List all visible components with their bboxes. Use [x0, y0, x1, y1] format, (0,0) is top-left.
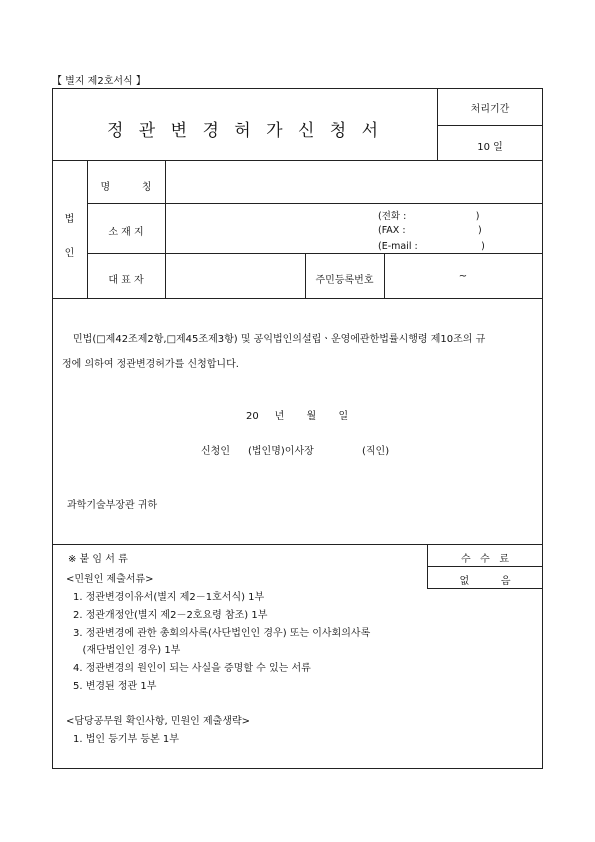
processing-divider	[437, 125, 543, 126]
contact-fax: (FAX : )	[378, 225, 482, 236]
outer-border-top	[52, 88, 543, 89]
corp-row-1-bottom	[87, 203, 543, 204]
title-row-bottom	[52, 160, 543, 161]
attachment-item: 1. 정관변경이유서(별지 제2－1호서식) 1부	[73, 592, 265, 603]
recipient: 과학기술부장관 귀하	[67, 500, 158, 511]
address-label: 소 재 지	[108, 227, 144, 238]
official-check-title: <담당공무원 확인사항, 민원인 제출생략>	[66, 716, 251, 727]
attachments-header: ※ 붙 임 서 류	[68, 554, 128, 565]
body-line-1: 민법(□제42조제2항,□제45조제3항) 및 공익법인의설립ㆍ운영에관한법률시행령 제10조의 규	[73, 334, 486, 345]
fee-label: 수 수 료	[460, 554, 510, 565]
applicant-label: 신청인	[201, 446, 230, 457]
body-line-2: 정에 의하여 정관변경허가를 신청합니다.	[62, 359, 239, 370]
outer-border-bottom	[52, 768, 543, 769]
rrn-value: ~	[458, 271, 468, 282]
attachment-item: 3. 정관변경에 관한 총회의사록(사단법인인 경우) 또는 이사회의사록	[73, 628, 371, 639]
attachment-item: 2. 정관개정안(별지 제2－2호요령 참조) 1부	[73, 610, 268, 621]
date-line: 20 년 월 일	[246, 411, 349, 422]
corp-label-divider	[165, 160, 166, 299]
form-title: 정 관 변 경 허 가 신 청 서	[106, 121, 384, 141]
processing-label: 처리기간	[470, 104, 510, 115]
rep-label: 대 표 자	[108, 275, 144, 286]
fee-bottom-line	[427, 588, 543, 589]
seal-label: (직인)	[362, 446, 390, 457]
contact-phone: (전화 : )	[378, 211, 480, 222]
outer-border-left	[52, 88, 53, 769]
official-item: 1. 법인 등기부 등본 1부	[73, 734, 179, 745]
corp-side-label-1: 법	[64, 214, 75, 225]
rrn-label: 주민등록번호	[315, 275, 374, 286]
petitioner-docs-title: <민원인 제출서류>	[66, 574, 154, 585]
form-label: 【 별지 제2호서식 】	[52, 76, 146, 87]
fee-mid-line	[427, 566, 543, 567]
contact-email: (E-mail : )	[378, 241, 485, 252]
fee-value: 없 음	[459, 576, 511, 587]
attachments-top	[52, 544, 543, 545]
name-label: 명 칭	[100, 182, 152, 193]
processing-value: 10 일	[477, 142, 503, 153]
outer-border-right	[542, 88, 543, 769]
corp-section-bottom	[52, 298, 543, 299]
corp-row-2-bottom	[87, 253, 543, 254]
applicant-value: (법인명)이사장	[248, 446, 314, 457]
corp-side-label-2: 인	[64, 248, 75, 259]
attachment-item: 5. 변경된 정관 1부	[73, 681, 157, 692]
attachment-item: (재단법인인 경우) 1부	[73, 645, 181, 656]
attachment-item: 4. 정관변경의 원인이 되는 사실을 증명할 수 있는 서류	[73, 663, 311, 674]
